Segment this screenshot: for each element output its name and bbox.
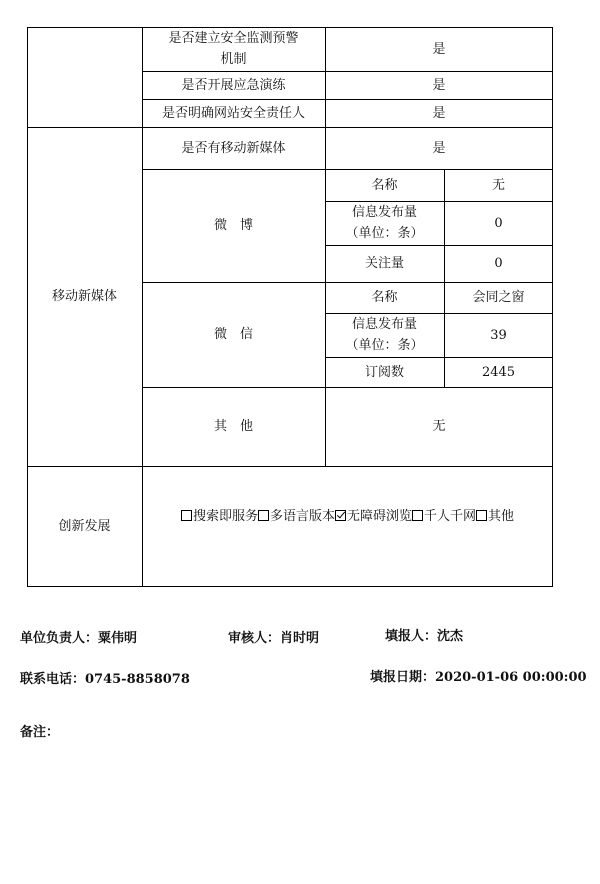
other-value: 无 — [432, 419, 446, 434]
responsible-label: 是否明确网站安全责任人 — [161, 105, 305, 121]
weibo-name-label: 名称 — [371, 177, 398, 193]
monitoring-label: 是否建立安全监测预警 机制 — [168, 31, 299, 67]
wechat-subscribers-value: 2445 — [481, 364, 516, 380]
unit-head: 单位负责人：粟伟明 — [20, 631, 138, 646]
option-label: 多语言版本 — [269, 508, 335, 524]
filler: 填报人：沈杰 — [385, 629, 464, 644]
drill-label: 是否开展应急演练 — [181, 77, 286, 93]
checkbox-unchecked-icon[interactable] — [412, 510, 423, 521]
option-multilingual[interactable] — [258, 509, 335, 524]
responsible-value: 是 — [432, 105, 446, 121]
monitoring-value: 是 — [432, 41, 446, 57]
option-label: 千人千网 — [424, 508, 477, 524]
option-other[interactable] — [476, 509, 514, 524]
wechat-name-value: 会同之窗 — [472, 290, 525, 305]
option-accessibility[interactable] — [335, 509, 412, 524]
drill-value: 是 — [432, 77, 446, 93]
has-mobile-value: 是 — [432, 140, 446, 156]
option-label: 其他 — [488, 508, 515, 524]
option-label: 搜索即服务 — [192, 508, 258, 524]
option-personalized[interactable] — [412, 509, 476, 524]
wechat-name-label: 名称 — [371, 290, 398, 305]
innovation-label: 创新发展 — [58, 518, 111, 534]
wechat-label: 微 信 — [213, 327, 253, 342]
has-mobile-label: 是否有移动新媒体 — [181, 140, 286, 156]
weibo-label: 微 博 — [213, 218, 253, 233]
mobile-section-label: 移动新媒体 — [51, 289, 117, 304]
weibo-posts-value: 0 — [494, 215, 503, 231]
checkbox-unchecked-icon[interactable] — [258, 510, 269, 521]
checkbox-checked-icon[interactable] — [335, 510, 346, 521]
remarks: 备注： — [20, 725, 60, 740]
report-date: 填报日期：2020-01-06 00:00:00 — [370, 670, 587, 685]
checkbox-unchecked-icon[interactable] — [181, 510, 192, 521]
weibo-name-value: 无 — [491, 177, 505, 193]
phone: 联系电话：0745-8858078 — [20, 672, 190, 687]
weibo-followers-label: 关注量 — [364, 256, 404, 271]
innovation-options — [142, 466, 553, 566]
option-search-service[interactable] — [181, 509, 258, 524]
weibo-posts-label: 信息发布量 （单位：条） — [345, 205, 424, 241]
weibo-followers-value: 0 — [494, 256, 503, 271]
other-label: 其 他 — [213, 419, 253, 434]
reviewer: 审核人：肖时明 — [228, 631, 320, 646]
checkbox-unchecked-icon[interactable] — [476, 510, 487, 521]
wechat-posts-value: 39 — [490, 327, 507, 343]
option-label: 无障碍浏览 — [346, 508, 412, 524]
wechat-subscribers-label: 订阅数 — [364, 364, 404, 380]
wechat-posts-label: 信息发布量 （单位：条） — [345, 317, 424, 353]
